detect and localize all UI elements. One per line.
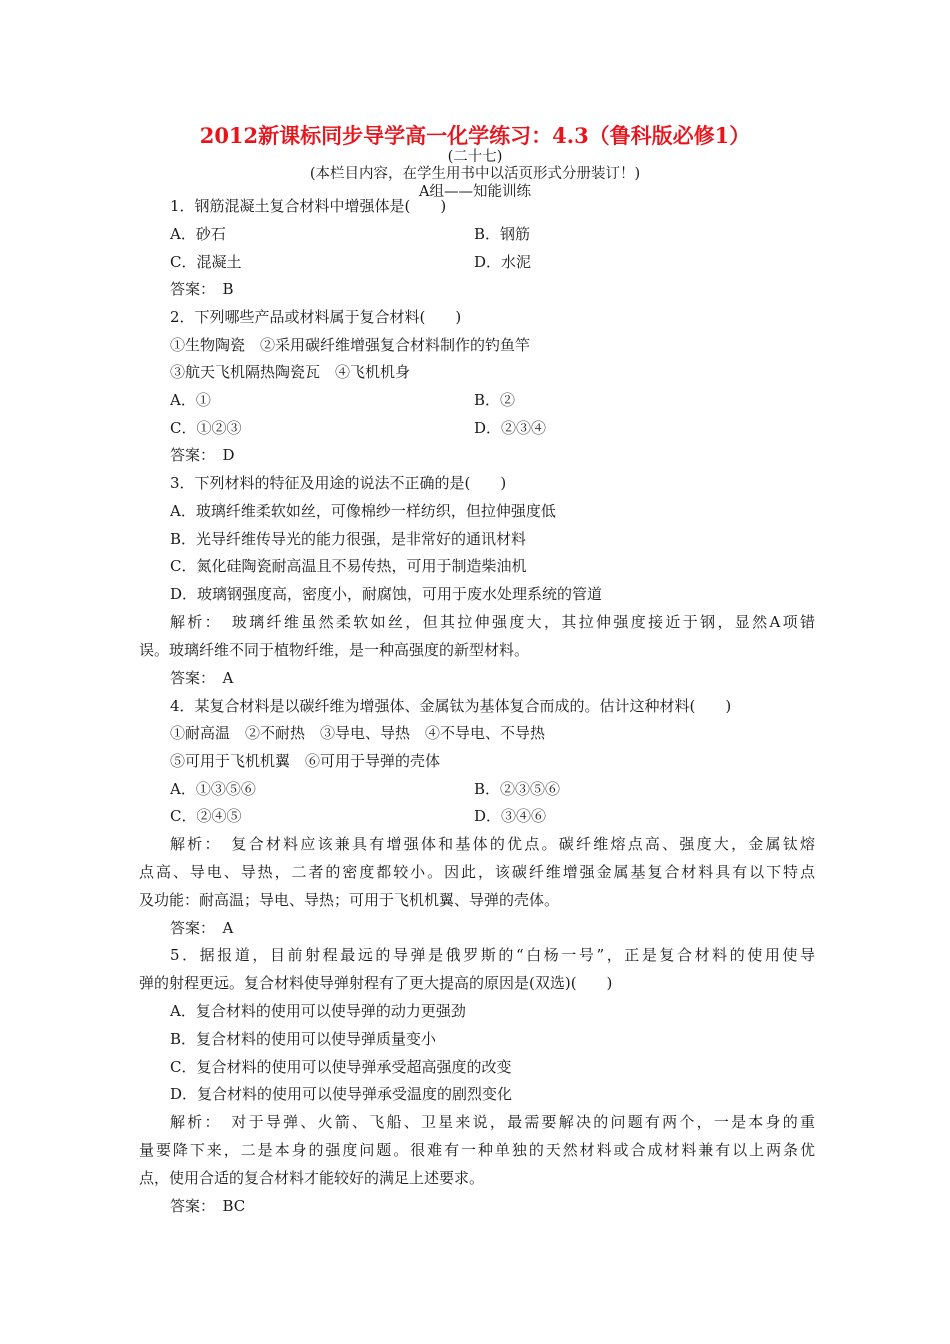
q1-option-c: C．混凝土	[170, 253, 242, 271]
q4-option-d: D．③④⑥	[474, 807, 547, 825]
q5-analysis-line-2: 量要降下来，二是本身的强度问题。很难有一种单独的天然材料或合成材料兼有以上两条优	[139, 1141, 815, 1159]
q1-option-d: D．水泥	[474, 253, 532, 271]
q3-option-b: B．光导纤维传导光的能力很强，是非常好的通讯材料	[170, 530, 527, 548]
q3-analysis-line-1: 解析： 玻璃纤维虽然柔软如丝，但其拉伸强度大，其拉伸强度接近于钢，显然A项错	[170, 613, 815, 631]
q2-option-c: C．①②③	[170, 419, 242, 437]
q3-option-d: D．玻璃钢强度高，密度小，耐腐蚀，可用于废水处理系统的管道	[170, 585, 603, 603]
q5-stem-line-2: 弹的射程更远。复合材料使导弹射程有了更大提高的原因是(双选)( )	[139, 974, 613, 992]
q5-option-c: C．复合材料的使用可以使导弹承受超高强度的改变	[170, 1058, 512, 1076]
q5-analysis-line-1: 解析： 对于导弹、火箭、飞船、卫星来说，最需要解决的问题有两个，一是本身的重	[170, 1113, 815, 1131]
q2-items-1: ①生物陶瓷 ②采用碳纤维增强复合材料制作的钓鱼竿	[170, 336, 531, 354]
q5-stem-line-1: 5．据报道，目前射程最远的导弹是俄罗斯的“白杨一号”，正是复合材料的使用使导	[170, 946, 815, 964]
q4-items-2: ⑤可用于飞机机翼 ⑥可用于导弹的壳体	[170, 752, 441, 770]
q5-option-a: A．复合材料的使用可以使导弹的动力更强劲	[170, 1002, 466, 1020]
q3-answer: 答案： A	[170, 669, 234, 687]
q2-option-d: D．②③④	[474, 419, 547, 437]
q4-answer: 答案： A	[170, 919, 234, 937]
lesson-number: (二十七)	[447, 149, 503, 165]
q5-answer: 答案： BC	[170, 1197, 246, 1215]
q4-stem: 4．某复合材料是以碳纤维为增强体、金属钛为基体复合而成的。估计这种材料( )	[170, 697, 732, 715]
q1-stem: 1．钢筋混凝土复合材料中增强体是( )	[170, 197, 447, 215]
q5-option-b: B．复合材料的使用可以使导弹质量变小	[170, 1030, 437, 1048]
q4-option-a: A．①③⑤⑥	[170, 780, 256, 798]
q3-analysis-line-2: 误。玻璃纤维不同于植物纤维，是一种高强度的新型材料。	[139, 641, 530, 659]
binding-note: (本栏目内容，在学生用书中以活页形式分册装订！)	[309, 166, 641, 182]
document-title: 2012新课标同步导学高一化学练习：4.3（鲁科版必修1）	[199, 123, 751, 148]
q4-analysis-line-2: 点高、导电、导热，二者的密度都较小。因此，该碳纤维增强金属基复合材料具有以下特点	[139, 863, 815, 881]
q1-option-b: B．钢筋	[474, 225, 531, 243]
q1-option-a: A．砂石	[170, 225, 226, 243]
q4-items-1: ①耐高温 ②不耐热 ③导电、导热 ④不导电、不导热	[170, 724, 546, 742]
q2-items-2: ③航天飞机隔热陶瓷瓦 ④飞机机身	[170, 363, 411, 381]
q2-option-a: A．①	[170, 391, 211, 409]
q5-analysis-line-3: 点，使用合适的复合材料才能较好的满足上述要求。	[139, 1169, 485, 1187]
q4-option-c: C．②④⑤	[170, 807, 242, 825]
q4-analysis-line-3: 及功能：耐高温；导电、导热；可用于飞机机翼、导弹的壳体。	[139, 891, 560, 909]
q5-option-d: D．复合材料的使用可以使导弹承受温度的剧烈变化	[170, 1085, 513, 1103]
q1-answer: 答案： B	[170, 280, 234, 298]
q3-stem: 3．下列材料的特征及用途的说法不正确的是( )	[170, 474, 507, 492]
q3-option-a: A．玻璃纤维柔软如丝，可像棉纱一样纺织，但拉伸强度低	[170, 502, 556, 520]
q2-option-b: B．②	[474, 391, 516, 409]
q4-option-b: B．②③⑤⑥	[474, 780, 561, 798]
q2-answer: 答案： D	[170, 446, 235, 464]
q4-analysis-line-1: 解析： 复合材料应该兼具有增强体和基体的优点。碳纤维熔点高、强度大，金属钛熔	[170, 835, 815, 853]
q3-option-c: C．氮化硅陶瓷耐高温且不易传热，可用于制造柴油机	[170, 557, 527, 575]
q2-stem: 2．下列哪些产品或材料属于复合材料( )	[170, 308, 462, 326]
group-heading: A组——知能训练	[419, 184, 531, 200]
